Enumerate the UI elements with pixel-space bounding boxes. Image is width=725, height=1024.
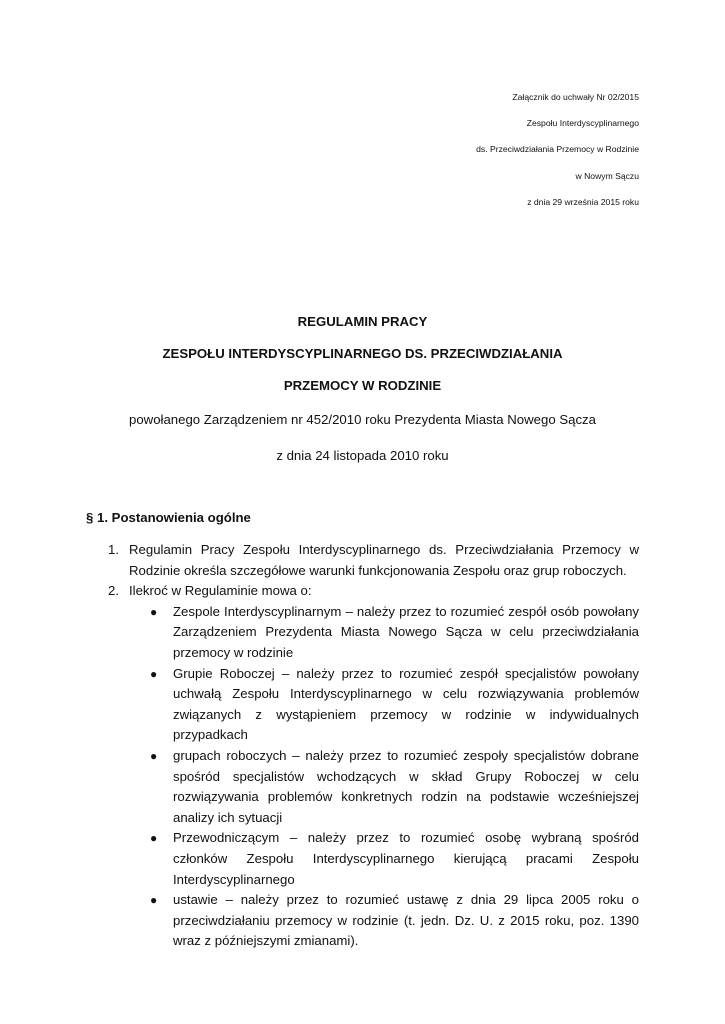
bullet-icon: ● [150,748,158,763]
annex-note-line: w Nowym Sączu [575,170,639,181]
annex-note [476,84,639,215]
item-text: Ilekroć w Regulaminie mowa o: [129,583,312,599]
item-text: Regulamin Pracy Zespołu Interdyscyplinarnego ds. Przeciwdziałania Przemocy w Rodzinie określa szczegółowe warunki funkcjonowania Zespołu oraz grup roboczych. [129,542,639,578]
title-line: PRZEMOCY W RODZINIE [283,378,442,393]
item-number: 1. [108,542,119,557]
annex-note-line: ds. Przeciwdziałania Przemocy w Rodzinie [476,144,639,155]
document-title [86,312,639,482]
definition-text: grupach roboczych – należy przez to rozumieć zespoły specjalistów dobrane spośród specjalistów wchodzących w skład Grupy Roboczej w celu rozwiązywania problemów konkretnych rodzin na podstawie wcześniejszej analizy ich sytuacji [173,747,639,825]
title-line: ZESPOŁU INTERDYSCYPLINARNEGO DS. PRZECIWDZIAŁANIA [162,346,563,361]
subtitle-line: powołanego Zarządzeniem nr 452/2010 roku Prezydenta Miasta Nowego Sącza [129,412,596,427]
list-item [86,540,639,581]
subtitle-line: z dnia 24 listopada 2010 roku [276,448,449,463]
list-item [86,581,639,602]
annex-note-line: Załącznik do uchwały Nr 02/2015 [512,92,639,102]
title-line: REGULAMIN PRACY [297,314,428,329]
numbered-list [86,540,639,952]
annex-note-line: z dnia 29 września 2015 roku [527,196,639,207]
bullet-icon: ● [150,893,158,908]
definition-item [86,828,639,890]
definition-item [86,664,639,746]
definition-item [86,746,639,828]
bullet-icon: ● [150,831,158,846]
definition-item [86,602,639,664]
definition-item [86,890,639,952]
section-heading: § 1. Postanowienia ogólne [86,510,251,525]
bullet-icon: ● [150,666,158,681]
definition-text: Przewodniczącym – należy przez to rozumieć osobę wybraną spośród członków Zespołu Interdyscyplinarnego kierującą pracami Zespołu Interdyscyplinarnego [173,830,639,887]
item-number: 2. [108,583,119,599]
definition-text: ustawie – należy przez to rozumieć ustawę z dnia 29 lipca 2005 roku o przeciwdziałaniu przemocy w rodzinie (t. jedn. Dz. U. z 2015 roku, poz. 1390 wraz z późniejszymi zmianami). [173,892,639,949]
definition-text: Grupie Roboczej – należy przez to rozumieć zespół specjalistów powołany uchwałą Zespołu Interdyscyplinarnego w celu rozwiązywania problemów związanych z wystąpieniem przemocy w rodzinie w indywidualnych przypadkach [173,665,639,743]
definition-text: Zespole Interdyscyplinarnym – należy przez to rozumieć zespół osób powołany Zarządzeniem Prezydenta Miasta Nowego Sącza w celu przeciwdziałania przemocy w rodzinie [173,603,639,660]
definition-list [86,602,639,952]
bullet-icon: ● [150,604,158,619]
annex-note-line: Zespołu Interdyscyplinarnego [526,118,639,129]
